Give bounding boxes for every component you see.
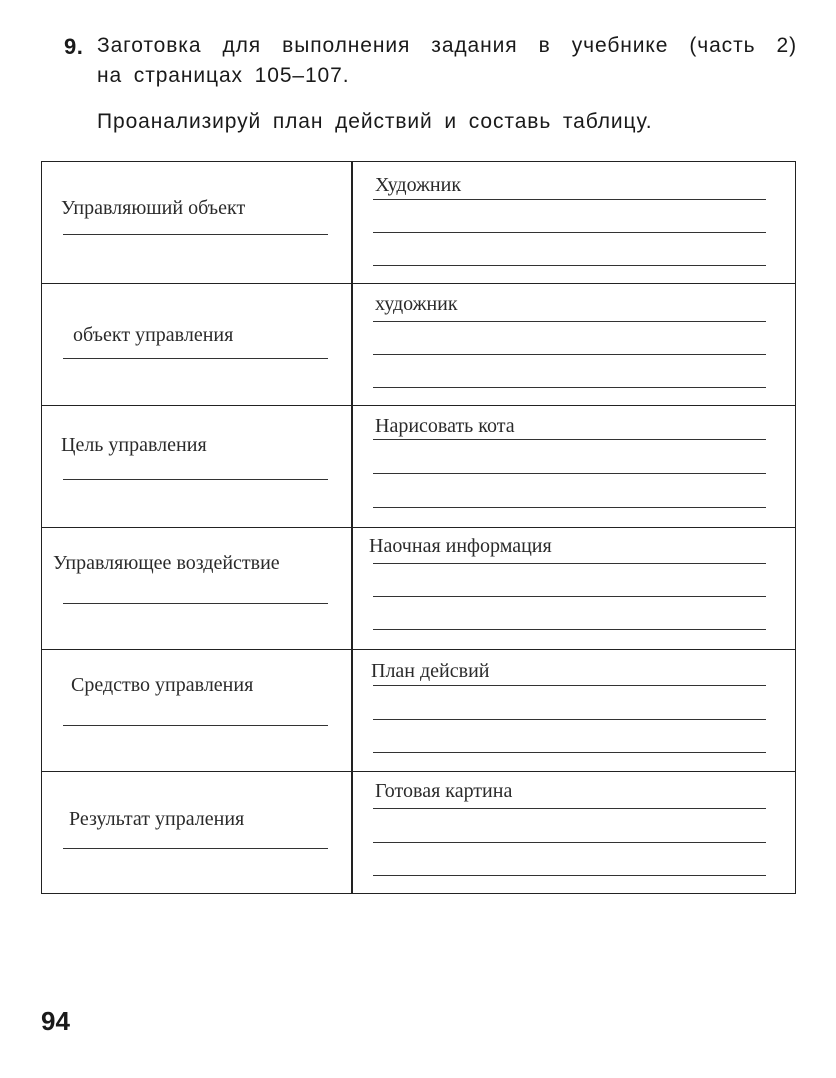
row-answer: Готовая картина [375, 780, 513, 802]
page-number: 94 [41, 1006, 70, 1036]
answer-line [373, 354, 766, 355]
column-divider [351, 284, 353, 405]
answer-line [373, 232, 766, 233]
column-divider [351, 772, 353, 893]
row-answer: План дейсвий [371, 660, 490, 682]
table-row-control-result [42, 772, 795, 893]
label-underline [63, 358, 328, 359]
task-number: 9. [64, 34, 84, 59]
column-divider [351, 528, 353, 649]
answer-line [373, 321, 766, 322]
row-label: Результат упраления [69, 808, 245, 830]
column-divider [351, 650, 353, 771]
answer-line [373, 563, 766, 564]
answer-line [373, 685, 766, 686]
answer-line [373, 439, 766, 440]
table-row-controlling-object [42, 162, 795, 284]
task-text-line-1: Заготовка для выполнения задания в учебнике (часть 2) [97, 34, 797, 57]
answer-line [373, 842, 766, 843]
answer-line [373, 199, 766, 200]
table-row-control-action [42, 528, 795, 650]
answer-line [373, 719, 766, 720]
row-answer: Нарисовать кота [375, 415, 515, 437]
label-underline [63, 725, 328, 726]
row-label: Средство управления [71, 674, 254, 696]
row-label: объект управления [73, 324, 234, 346]
column-divider [351, 162, 353, 283]
task-text-line-2: на страницах 105–107. [97, 64, 350, 87]
answer-line [373, 265, 766, 266]
row-label: Цель управления [61, 434, 207, 456]
row-label: Управляющее воздействие [53, 552, 280, 574]
row-answer: Художник [375, 174, 462, 196]
row-answer: Наочная информация [369, 535, 552, 557]
row-label: Управляюший объект [61, 197, 246, 219]
table-row-control-goal [42, 406, 795, 528]
answer-line [373, 473, 766, 474]
row-answer: художник [375, 293, 458, 315]
worksheet-table [41, 161, 796, 894]
task-instruction: Проанализируй план действий и составь таблицу. [97, 110, 653, 133]
answer-line [373, 808, 766, 809]
label-underline [63, 234, 328, 235]
label-underline [63, 603, 328, 604]
answer-line [373, 875, 766, 876]
answer-line [373, 629, 766, 630]
label-underline [63, 479, 328, 480]
table-row-control-means [42, 650, 795, 772]
answer-line [373, 507, 766, 508]
column-divider [351, 406, 353, 527]
answer-line [373, 752, 766, 753]
answer-line [373, 596, 766, 597]
answer-line [373, 387, 766, 388]
table-row-control-object [42, 284, 795, 406]
label-underline [63, 848, 328, 849]
